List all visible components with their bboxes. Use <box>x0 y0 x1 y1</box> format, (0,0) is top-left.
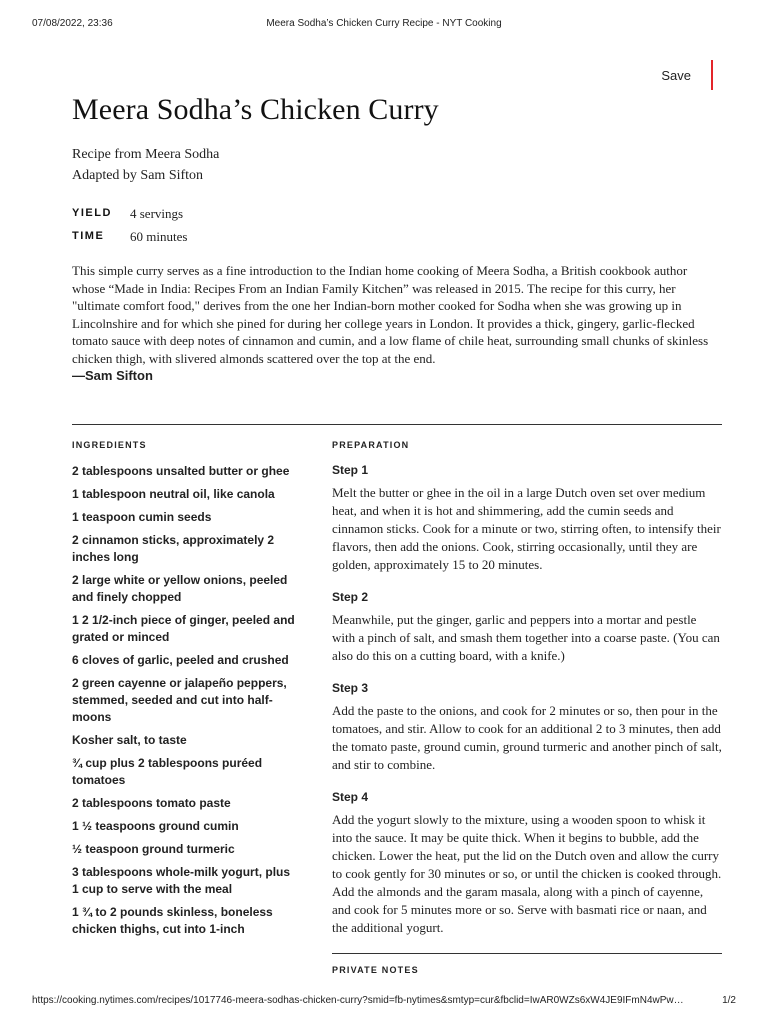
step-text: Meanwhile, put the ginger, garlic and peppers into a mortar and pestle with a pinch of salt, and smash them together into a coarse paste. (You can also do this on a cutting board, with a knife.) <box>332 612 720 663</box>
prep-step <box>332 590 722 665</box>
ingredient-item: 1 teaspoon cumin seeds <box>72 510 212 524</box>
intro-text: This simple curry serves as a fine introduction to the Indian home cooking of Meera Sodha, a British cookbook author whose “Made in India: Recipes From an Indian Family Kitchen” was released in 2015. The recipe for this curry, her "ultimate comfort food," derives from the one her Indian-born mother cooked for Sodha when she was growing up in Lincolnshire and for which she pined for during her college years in London. It provides a thick, gingery, garlic-flecked tomato sauce with deep notes of cinnamon and cumin, and a low flame of chile heat, surrounding small chunks of skinless chicken thigh, with slivered almonds scattered over the top at the end. <box>72 263 709 366</box>
ingredients-list <box>72 463 300 938</box>
ingredient-item: 2 large white or yellow onions, peeled and finely chopped <box>72 573 288 604</box>
prep-step <box>332 463 722 574</box>
private-notes-heading: PRIVATE NOTES <box>332 965 419 975</box>
time-value: 60 minutes <box>130 229 188 244</box>
preparation-section <box>332 440 722 954</box>
byline-adapter: Adapted by Sam Sifton <box>72 168 204 183</box>
ingredient-item: 6 cloves of garlic, peeled and crushed <box>72 653 289 667</box>
ingredients-section <box>72 440 300 944</box>
recipe-intro <box>72 262 722 385</box>
print-header <box>32 18 736 32</box>
recipe-title: Meera Sodha’s Chicken Curry <box>72 93 439 126</box>
ingredient-item: ¾ cup plus 2 tablespoons puréed tomatoes <box>72 756 263 787</box>
ingredient-item: ½ teaspoon ground turmeric <box>72 842 235 856</box>
print-document-title: Meera Sodha’s Chicken Curry Recipe - NYT Cooking <box>266 18 502 29</box>
yield-value: 4 servings <box>130 206 184 221</box>
time-row <box>72 225 187 248</box>
step-text: Melt the butter or ghee in the oil in a large Dutch oven set over medium heat, and when it is hot and shimmering, add the cumin seeds and cinnamon sticks. Cook for a minute or two, stirring often, to intensify their flavors, then add the onions. Cook, stirring occasionally, until they are golden, approximately 15 to 20 minutes. <box>332 485 721 572</box>
print-page-number: 1/2 <box>722 995 736 1006</box>
ingredient-item: 1 tablespoon neutral oil, like canola <box>72 487 275 501</box>
recipe-byline <box>72 144 219 186</box>
print-url: https://cooking.nytimes.com/recipes/1017746-meera-sodhas-chicken-curry?smid=fb-nytimes&smtyp=cur&fbclid=IwAR0WZs6xW4JE9IFmN4wPw… <box>32 995 684 1006</box>
save-accent-bar <box>711 60 713 90</box>
step-title: Step 2 <box>332 590 369 604</box>
save-control <box>661 60 713 90</box>
ingredient-item: 2 green cayenne or jalapeño peppers, stemmed, seeded and cut into half-moons <box>72 676 287 724</box>
recipe-meta <box>72 202 187 248</box>
byline-source: Recipe from Meera Sodha <box>72 147 220 162</box>
yield-label: YIELD <box>72 207 112 219</box>
step-title: Step 1 <box>332 463 369 477</box>
save-button[interactable]: Save <box>661 68 711 83</box>
ingredient-item: 2 tablespoons tomato paste <box>72 796 231 810</box>
ingredient-item: 2 tablespoons unsalted butter or ghee <box>72 464 290 478</box>
ingredient-item: 3 tablespoons whole-milk yogurt, plus 1 cup to serve with the meal <box>72 865 291 896</box>
prep-step <box>332 681 722 774</box>
prep-step <box>332 790 722 937</box>
ingredient-item: 2 cinnamon sticks, approximately 2 inches long <box>72 533 275 564</box>
time-label: TIME <box>72 230 105 242</box>
ingredient-item: 1 2 1/2-inch piece of ginger, peeled and grated or minced <box>72 613 295 644</box>
ingredients-heading: INGREDIENTS <box>72 440 147 450</box>
step-title: Step 4 <box>332 790 369 804</box>
ingredient-item: 1 ½ teaspoons ground cumin <box>72 819 239 833</box>
preparation-heading: PREPARATION <box>332 440 410 450</box>
ingredient-item: 1 ¾ to 2 pounds skinless, boneless chicken thighs, cut into 1-inch <box>72 905 273 936</box>
intro-author: —Sam Sifton <box>72 368 153 383</box>
print-date: 07/08/2022, 23:36 <box>32 18 113 29</box>
step-text: Add the yogurt slowly to the mixture, using a wooden spoon to whisk it into the sauce. It may be quite thick. When it begins to bubble, add the chicken. Lower the heat, put the lid on the Dutch oven and allow the curry to cook gently for 30 minutes or so, or until the chicken is cooked through. Add the almonds and the garam masala, along with a pinch of cayenne, and cook for 5 minutes more or so. Serve with basmati rice or naan, and the additional yogurt. <box>332 812 722 935</box>
ingredient-item: Kosher salt, to taste <box>72 733 187 747</box>
preparation-divider <box>332 953 722 954</box>
step-title: Step 3 <box>332 681 369 695</box>
yield-row <box>72 202 187 225</box>
step-text: Add the paste to the onions, and cook for 2 minutes or so, then pour in the tomatoes, and stir. Allow to cook for an additional 2 to 3 minutes, then add the tomato paste, ground cumin, ground turmeric and another pinch of salt, and stir to combine. <box>332 703 722 772</box>
section-divider <box>72 424 722 425</box>
